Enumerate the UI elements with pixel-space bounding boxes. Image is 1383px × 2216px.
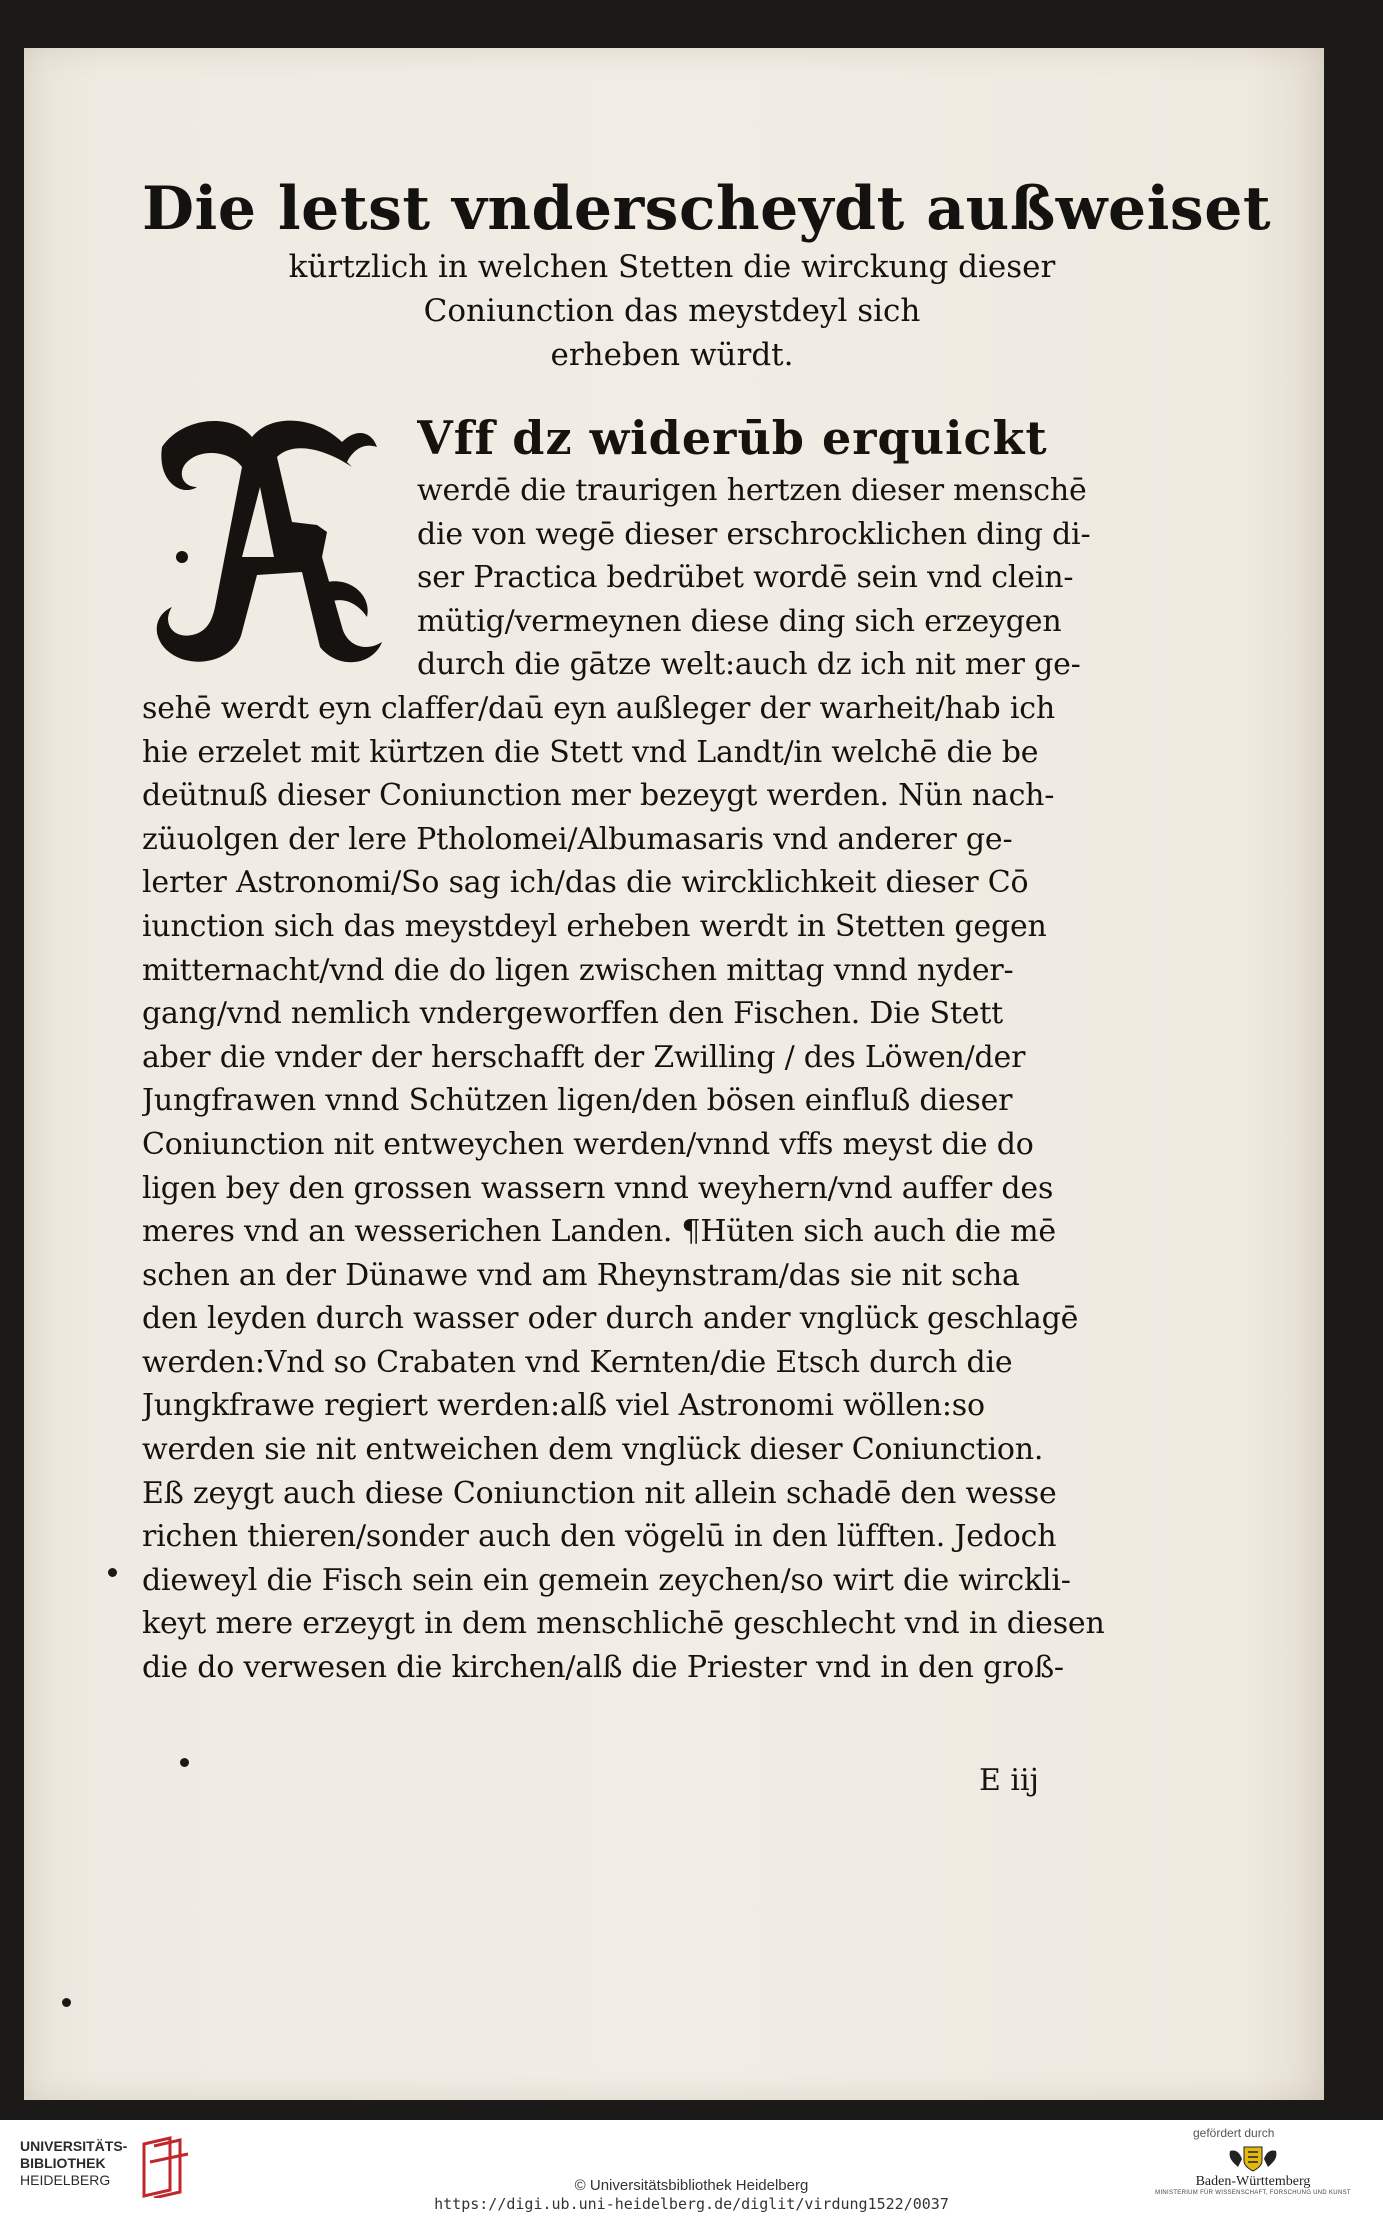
- body-line-2: werdē die traurigen hertzen dieser menschē: [417, 473, 1087, 508]
- sponsor-block: [1153, 2126, 1353, 2196]
- signature-mark: E iij: [979, 1763, 1039, 1798]
- decorative-initial-icon: [142, 407, 387, 677]
- body-line-11: lerter Astronomi/So sag ich/das die wircklichkeit dieser Cō: [142, 865, 1029, 901]
- body-line-13: mitternacht/vnd die do ligen zwischen mittag vnnd nyder-: [142, 952, 1014, 988]
- body-line-9: deütnuß dieser Coniunction mer bezeygt werden. Nün nach-: [142, 778, 1055, 814]
- body-line-19: meres vnd an wesserichen Landen. ¶Hüten sich auch die mē: [142, 1214, 1056, 1250]
- ink-dot: [108, 1568, 117, 1577]
- heading-line-4: erheben würdt.: [550, 337, 794, 373]
- body-line-23: Jungkfrawe regiert werden:alß viel Astronomi wöllen:so: [142, 1388, 985, 1424]
- body-line-6: durch die gātze welt:auch dz ich nit mer ge-: [417, 647, 1081, 683]
- viewer-footer: [0, 2120, 1383, 2216]
- body-line-26: richen thieren/sonder auch den vögelū in den lüfften. Jedoch: [142, 1519, 1057, 1555]
- library-name-line-3: HEIDELBERG: [20, 2172, 111, 2188]
- body-line-7: sehē werdt eyn claffer/daū eyn außleger der warheit/hab ich: [142, 690, 1055, 726]
- body-line-3: die von wegē dieser erschrocklichen ding di-: [417, 516, 1091, 552]
- body-line-18: ligen bey den grossen wassern vnnd weyhern/vnd auffer des: [142, 1170, 1054, 1206]
- body-line-12: iunction sich das meystdeyl erheben werdt in Stetten gegen: [142, 908, 1047, 944]
- heading-line-1: Die letst vnderscheydt außweiset: [142, 174, 1272, 244]
- body-line-14: gang/vnd nemlich vndergeworffen den Fischen. Die Stett: [142, 996, 1004, 1032]
- body-line-27: dieweyl die Fisch sein ein gemein zeychen/so wirt die wirckli-: [142, 1562, 1071, 1598]
- body-line-4: ser Practica bedrübet wordē sein vnd clein-: [417, 560, 1074, 596]
- heading-line-2: kürtzlich in welchen Stetten die wirckung dieser: [288, 249, 1056, 285]
- body-line-16: Jungfrawen vnnd Schützen ligen/den bösen einfluß dieser: [142, 1083, 1013, 1119]
- body-line-21: den leyden durch wasser oder durch ander vnglück geschlagē: [142, 1301, 1079, 1337]
- body-line-20: schen an der Dünawe vnd am Rheynstram/das sie nit scha: [142, 1257, 1020, 1293]
- body-text: [142, 407, 1202, 1690]
- body-line-5: mütig/vermeynen diese ding sich erzeygen: [417, 603, 1062, 639]
- sponsor-ministry: MINISTERIUM FÜR WISSENSCHAFT, FORSCHUNG UND KUNST: [1155, 2190, 1351, 2196]
- body-line-28: keyt mere erzeygt in dem menschlichē geschlecht vnd in diesen: [142, 1606, 1105, 1642]
- sponsor-label: gefördert durch: [1193, 2126, 1275, 2140]
- book-page: [24, 48, 1324, 2100]
- body-line-1: Vff dz widerūb erquickt: [417, 411, 1048, 465]
- library-name-line-1: UNIVERSITÄTS-: [20, 2138, 128, 2154]
- body-line-8: hie erzelet mit kürtzen die Stett vnd Landt/in welchē die be: [142, 734, 1039, 770]
- body-line-22: werden:Vnd so Crabaten vnd Kernten/die Etsch durch die: [142, 1344, 1013, 1380]
- crest-icon: [1226, 2143, 1280, 2173]
- body-line-24: werden sie nit entweichen dem vnglück dieser Coniunction.: [142, 1432, 1044, 1468]
- ink-dot: [62, 1998, 71, 2007]
- body-line-10: züuolgen der lere Ptholomei/Albumasaris vnd anderer ge-: [142, 821, 1013, 857]
- chapter-heading: [142, 173, 1272, 377]
- page-content: [142, 173, 1272, 1690]
- copyright-text: © Universitätsbibliothek Heidelberg: [574, 2177, 809, 2194]
- ink-dot: [180, 1758, 189, 1767]
- heading-line-3: Coniunction das meystdeyl sich: [423, 293, 921, 329]
- page-url-link[interactable]: https://digi.ub.uni-heidelberg.de/diglit/virdung1522/0037: [434, 2195, 949, 2213]
- library-name-line-2: BIBLIOTHEK: [20, 2155, 106, 2171]
- body-line-15: aber die vnder der herschafft der Zwilling / des Löwen/der: [142, 1039, 1026, 1075]
- body-line-29: die do verwesen die kirchen/alß die Priester vnd in den groß-: [142, 1650, 1064, 1686]
- body-line-25: Eß zeygt auch diese Coniunction nit allein schadē den wesse: [142, 1475, 1057, 1511]
- body-line-17: Coniunction nit entweychen werden/vnnd vffs meyst die do: [142, 1126, 1034, 1162]
- sponsor-name: Baden-Württemberg: [1195, 2174, 1311, 2189]
